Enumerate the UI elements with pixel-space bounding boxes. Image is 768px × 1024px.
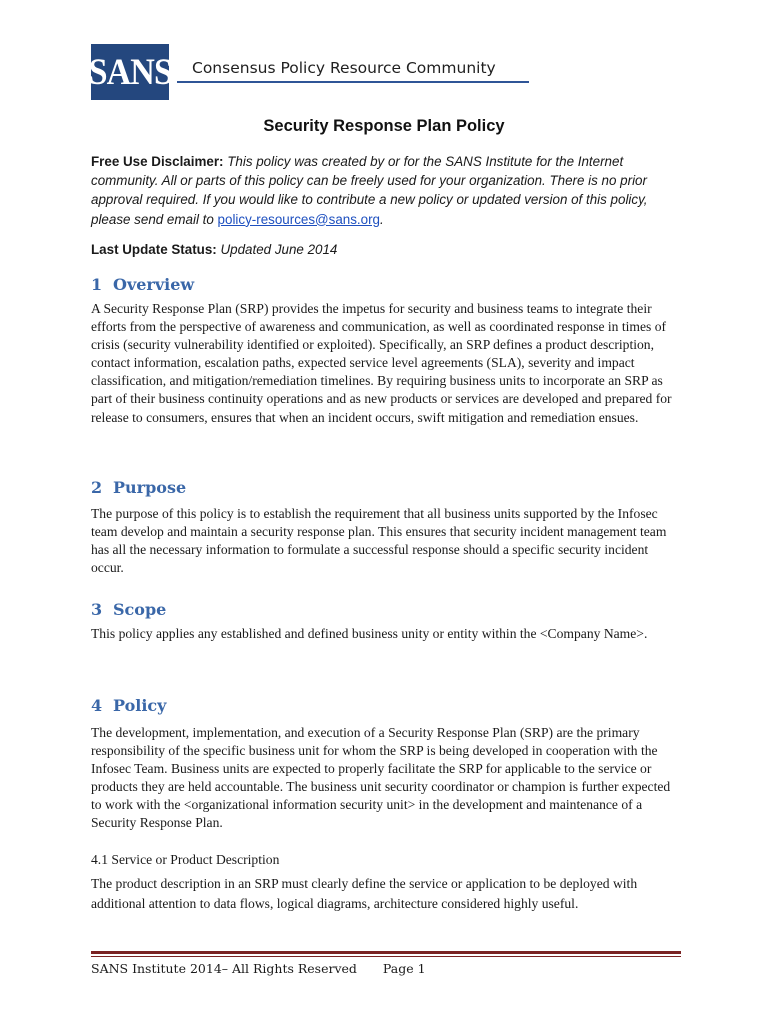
section-title: Policy bbox=[113, 696, 167, 715]
section-number: 3 bbox=[91, 600, 103, 619]
section-body-overview: A Security Response Plan (SRP) provides the impetus for security and business teams to integrate their efforts from the perspective of awareness and communication, as well as coordinated response in times of crisis (security vulnerability identified or exploited). Specifically, an SRP defines a product description, contact information, escalation paths, expected service level agreements (SLA), severity and impact classification, and mitigation/remediation timelines. By requiring business units to incorporate an SRP as part of their business continuity operations and as new products or services are developed and prepared for release to consumers, ensures that when an incident occurs, swift mitigation and remediation ensues. bbox=[91, 301, 672, 425]
section-heading-purpose bbox=[91, 478, 186, 497]
header-title: Consensus Policy Resource Community bbox=[192, 59, 496, 77]
section-heading-scope bbox=[91, 600, 166, 619]
section-body-policy: The development, implementation, and execution of a Security Response Plan (SRP) are the primary responsibility of the specific business unit for whom the SRP is being developed in cooperation with the Infosec Team. Business units are expected to properly facilitate the SRP for applicable to the service or products they are held accountable. The business unit security coordinator or champion is further expected to work with the <organizational information security unit> in the development and maintenance of a Security Response Plan. bbox=[91, 725, 671, 831]
section-heading-policy bbox=[91, 696, 166, 715]
last-update-value: Updated June 2014 bbox=[216, 242, 338, 257]
last-update-label: Last Update Status: bbox=[91, 242, 217, 257]
subsection-heading: 4.1 Service or Product Description bbox=[91, 852, 280, 867]
section-number: 4 bbox=[91, 696, 103, 715]
section-number: 2 bbox=[91, 478, 103, 497]
disclaimer bbox=[91, 152, 681, 229]
page-number: Page 1 bbox=[382, 961, 426, 976]
email-link[interactable]: policy-resources@sans.org bbox=[217, 211, 380, 227]
footer-divider-thin bbox=[91, 956, 681, 957]
section-title: Purpose bbox=[113, 478, 187, 497]
section-title: Scope bbox=[113, 600, 167, 619]
section-heading-overview bbox=[91, 275, 194, 294]
footer bbox=[91, 961, 426, 976]
disclaimer-text-end: . bbox=[380, 211, 384, 227]
document-title: Security Response Plan Policy bbox=[263, 117, 505, 135]
section-title: Overview bbox=[113, 275, 195, 294]
disclaimer-label: Free Use Disclaimer: bbox=[91, 154, 224, 169]
footer-divider bbox=[91, 951, 681, 954]
sans-logo bbox=[88, 44, 172, 100]
section-number: 1 bbox=[91, 275, 103, 294]
logo-text: SANS bbox=[88, 51, 172, 93]
subsection-body: The product description in an SRP must clearly define the service or application to be deployed with additional attention to data flows, logical diagrams, architecture considered highly useful. bbox=[91, 876, 638, 911]
header-divider bbox=[177, 81, 529, 83]
section-body-scope: This policy applies any established and defined business unity or entity within the <Company Name>. bbox=[91, 626, 648, 641]
section-body-purpose: The purpose of this policy is to establish the requirement that all business units supported by the Infosec team develop and maintain a security response plan. This ensures that security incident management team has all the necessary information to formulate a successful response should a specific security incident occur. bbox=[91, 506, 667, 576]
last-update-status bbox=[91, 240, 681, 259]
disclaimer-text: This policy was created by or for the SANS Institute for the Internet community. All or parts of this policy can be freely used for your organization. There is no prior approval required. If you would like to contribute a new policy or updated version of this policy, please send email to bbox=[91, 154, 648, 227]
footer-copyright: SANS Institute 2014– All Rights Reserved bbox=[91, 961, 357, 976]
